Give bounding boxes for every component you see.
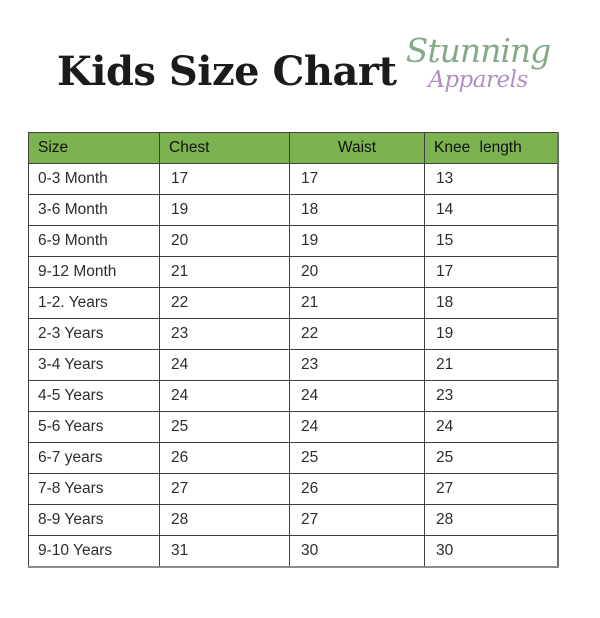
cell-size: 6-7 years — [29, 443, 160, 474]
cell-knee: 17 — [425, 257, 558, 288]
cell-knee: 23 — [425, 381, 558, 412]
table-row — [29, 505, 558, 536]
table-row — [29, 288, 558, 319]
cell-waist: 18 — [290, 195, 425, 226]
cell-knee: 27 — [425, 474, 558, 505]
cell-knee: 18 — [425, 288, 558, 319]
cell-chest: 24 — [160, 381, 290, 412]
table-row — [29, 164, 558, 195]
cell-knee: 13 — [425, 164, 558, 195]
cell-knee: 24 — [425, 412, 558, 443]
cell-knee: 19 — [425, 319, 558, 350]
cell-size: 1-2. Years — [29, 288, 160, 319]
column-header-chest: Chest — [160, 133, 290, 164]
table-row — [29, 350, 558, 381]
cell-chest: 23 — [160, 319, 290, 350]
cell-waist: 27 — [290, 505, 425, 536]
table-row — [29, 474, 558, 505]
cell-waist: 30 — [290, 536, 425, 568]
cell-size: 2-3 Years — [29, 319, 160, 350]
cell-waist: 19 — [290, 226, 425, 257]
cell-waist: 23 — [290, 350, 425, 381]
cell-waist: 24 — [290, 381, 425, 412]
table-row — [29, 412, 558, 443]
cell-chest: 22 — [160, 288, 290, 319]
cell-chest: 26 — [160, 443, 290, 474]
cell-chest: 17 — [160, 164, 290, 195]
cell-chest: 21 — [160, 257, 290, 288]
table-row — [29, 319, 558, 350]
table-row — [29, 443, 558, 474]
cell-knee: 15 — [425, 226, 558, 257]
brand-subname: Apparels — [428, 67, 528, 93]
cell-waist: 22 — [290, 319, 425, 350]
cell-waist: 17 — [290, 164, 425, 195]
table-row — [29, 381, 558, 412]
cell-size: 3-6 Month — [29, 195, 160, 226]
cell-chest: 24 — [160, 350, 290, 381]
cell-waist: 24 — [290, 412, 425, 443]
cell-size: 0-3 Month — [29, 164, 160, 195]
table-row — [29, 195, 558, 226]
table-row — [29, 536, 558, 568]
page-title: Kids Size Chart — [57, 48, 397, 95]
cell-chest: 31 — [160, 536, 290, 568]
cell-size: 9-12 Month — [29, 257, 160, 288]
cell-knee: 21 — [425, 350, 558, 381]
cell-size: 4-5 Years — [29, 381, 160, 412]
table-row — [29, 226, 558, 257]
cell-chest: 27 — [160, 474, 290, 505]
cell-chest: 25 — [160, 412, 290, 443]
cell-size: 7-8 Years — [29, 474, 160, 505]
cell-size: 8-9 Years — [29, 505, 160, 536]
brand-logo — [398, 31, 558, 93]
cell-knee: 28 — [425, 505, 558, 536]
cell-chest: 28 — [160, 505, 290, 536]
cell-knee: 30 — [425, 536, 558, 568]
cell-knee: 14 — [425, 195, 558, 226]
cell-waist: 26 — [290, 474, 425, 505]
cell-chest: 19 — [160, 195, 290, 226]
cell-waist: 21 — [290, 288, 425, 319]
brand-name: Stunning — [405, 31, 551, 70]
size-chart-table — [28, 132, 559, 568]
column-header-knee-length: Knee length — [425, 133, 558, 164]
cell-waist: 25 — [290, 443, 425, 474]
cell-size: 3-4 Years — [29, 350, 160, 381]
table-header-row — [29, 133, 558, 164]
table-row — [29, 257, 558, 288]
cell-knee: 25 — [425, 443, 558, 474]
cell-chest: 20 — [160, 226, 290, 257]
column-header-waist: Waist — [290, 133, 425, 164]
cell-size: 6-9 Month — [29, 226, 160, 257]
column-header-size: Size — [29, 133, 160, 164]
cell-size: 9-10 Years — [29, 536, 160, 568]
cell-size: 5-6 Years — [29, 412, 160, 443]
cell-waist: 20 — [290, 257, 425, 288]
